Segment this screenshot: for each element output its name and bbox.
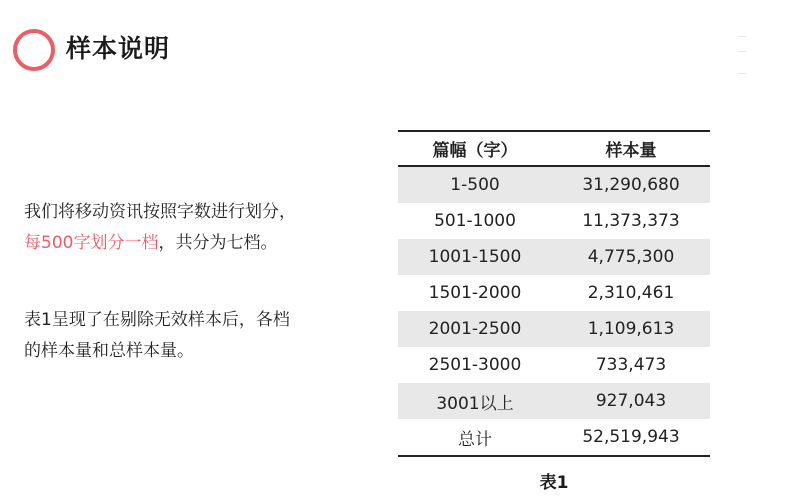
table-cell-range: 3001以上	[398, 383, 552, 419]
corner-decoration	[738, 51, 746, 52]
column-header-length: 篇幅（字）	[398, 131, 552, 166]
page-title: 样本说明	[66, 34, 171, 63]
table-cell-count: 927,043	[552, 383, 710, 419]
table-cell-count: 4,775,300	[552, 239, 710, 275]
description-text: ，共分为七档。	[158, 233, 278, 253]
table-cell-count: 31,290,680	[552, 166, 710, 203]
table-cell-count: 2,310,461	[587, 283, 675, 303]
table-header-row	[398, 131, 710, 166]
table-row	[398, 166, 710, 203]
table-cell-range: 1501-2000	[428, 283, 522, 303]
description-line	[24, 228, 296, 259]
table-row	[398, 275, 710, 311]
sample-table	[398, 130, 710, 457]
column-header-count: 样本量	[552, 131, 710, 166]
sample-table-container	[398, 130, 710, 457]
table-row	[398, 203, 710, 239]
table-cell-count: 52,519,943	[552, 419, 710, 456]
table-cell-count: 733,473	[595, 355, 667, 375]
description-paragraph-1	[24, 197, 296, 259]
table-cell-count: 11,373,373	[582, 211, 680, 231]
description-line: 我们将移动资讯按照字数进行划分，	[24, 202, 296, 222]
corner-decoration	[738, 36, 746, 37]
table-row	[398, 383, 710, 419]
table-row	[398, 311, 710, 347]
table-caption: 表1	[539, 473, 569, 493]
description-paragraph-2	[24, 305, 290, 367]
table-cell-range: 2501-3000	[428, 355, 522, 375]
title-circle-icon	[13, 29, 55, 71]
table-cell-range: 2001-2500	[398, 311, 552, 347]
table-row-total	[398, 419, 710, 456]
table-cell-count: 1,109,613	[552, 311, 710, 347]
corner-decoration	[738, 73, 746, 74]
table-cell-range: 1001-1500	[398, 239, 552, 275]
table-cell-range: 总计	[398, 419, 552, 456]
table-row	[398, 239, 710, 275]
table-cell-range: 501-1000	[434, 211, 516, 231]
table-cell-range: 1-500	[398, 166, 552, 203]
table-row	[398, 347, 710, 383]
highlight-text: 每500字划分一档	[24, 233, 159, 253]
description-line: 表1呈现了在剔除无效样本后，各档	[24, 310, 290, 330]
description-line: 的样本量和总样本量。	[24, 341, 194, 361]
